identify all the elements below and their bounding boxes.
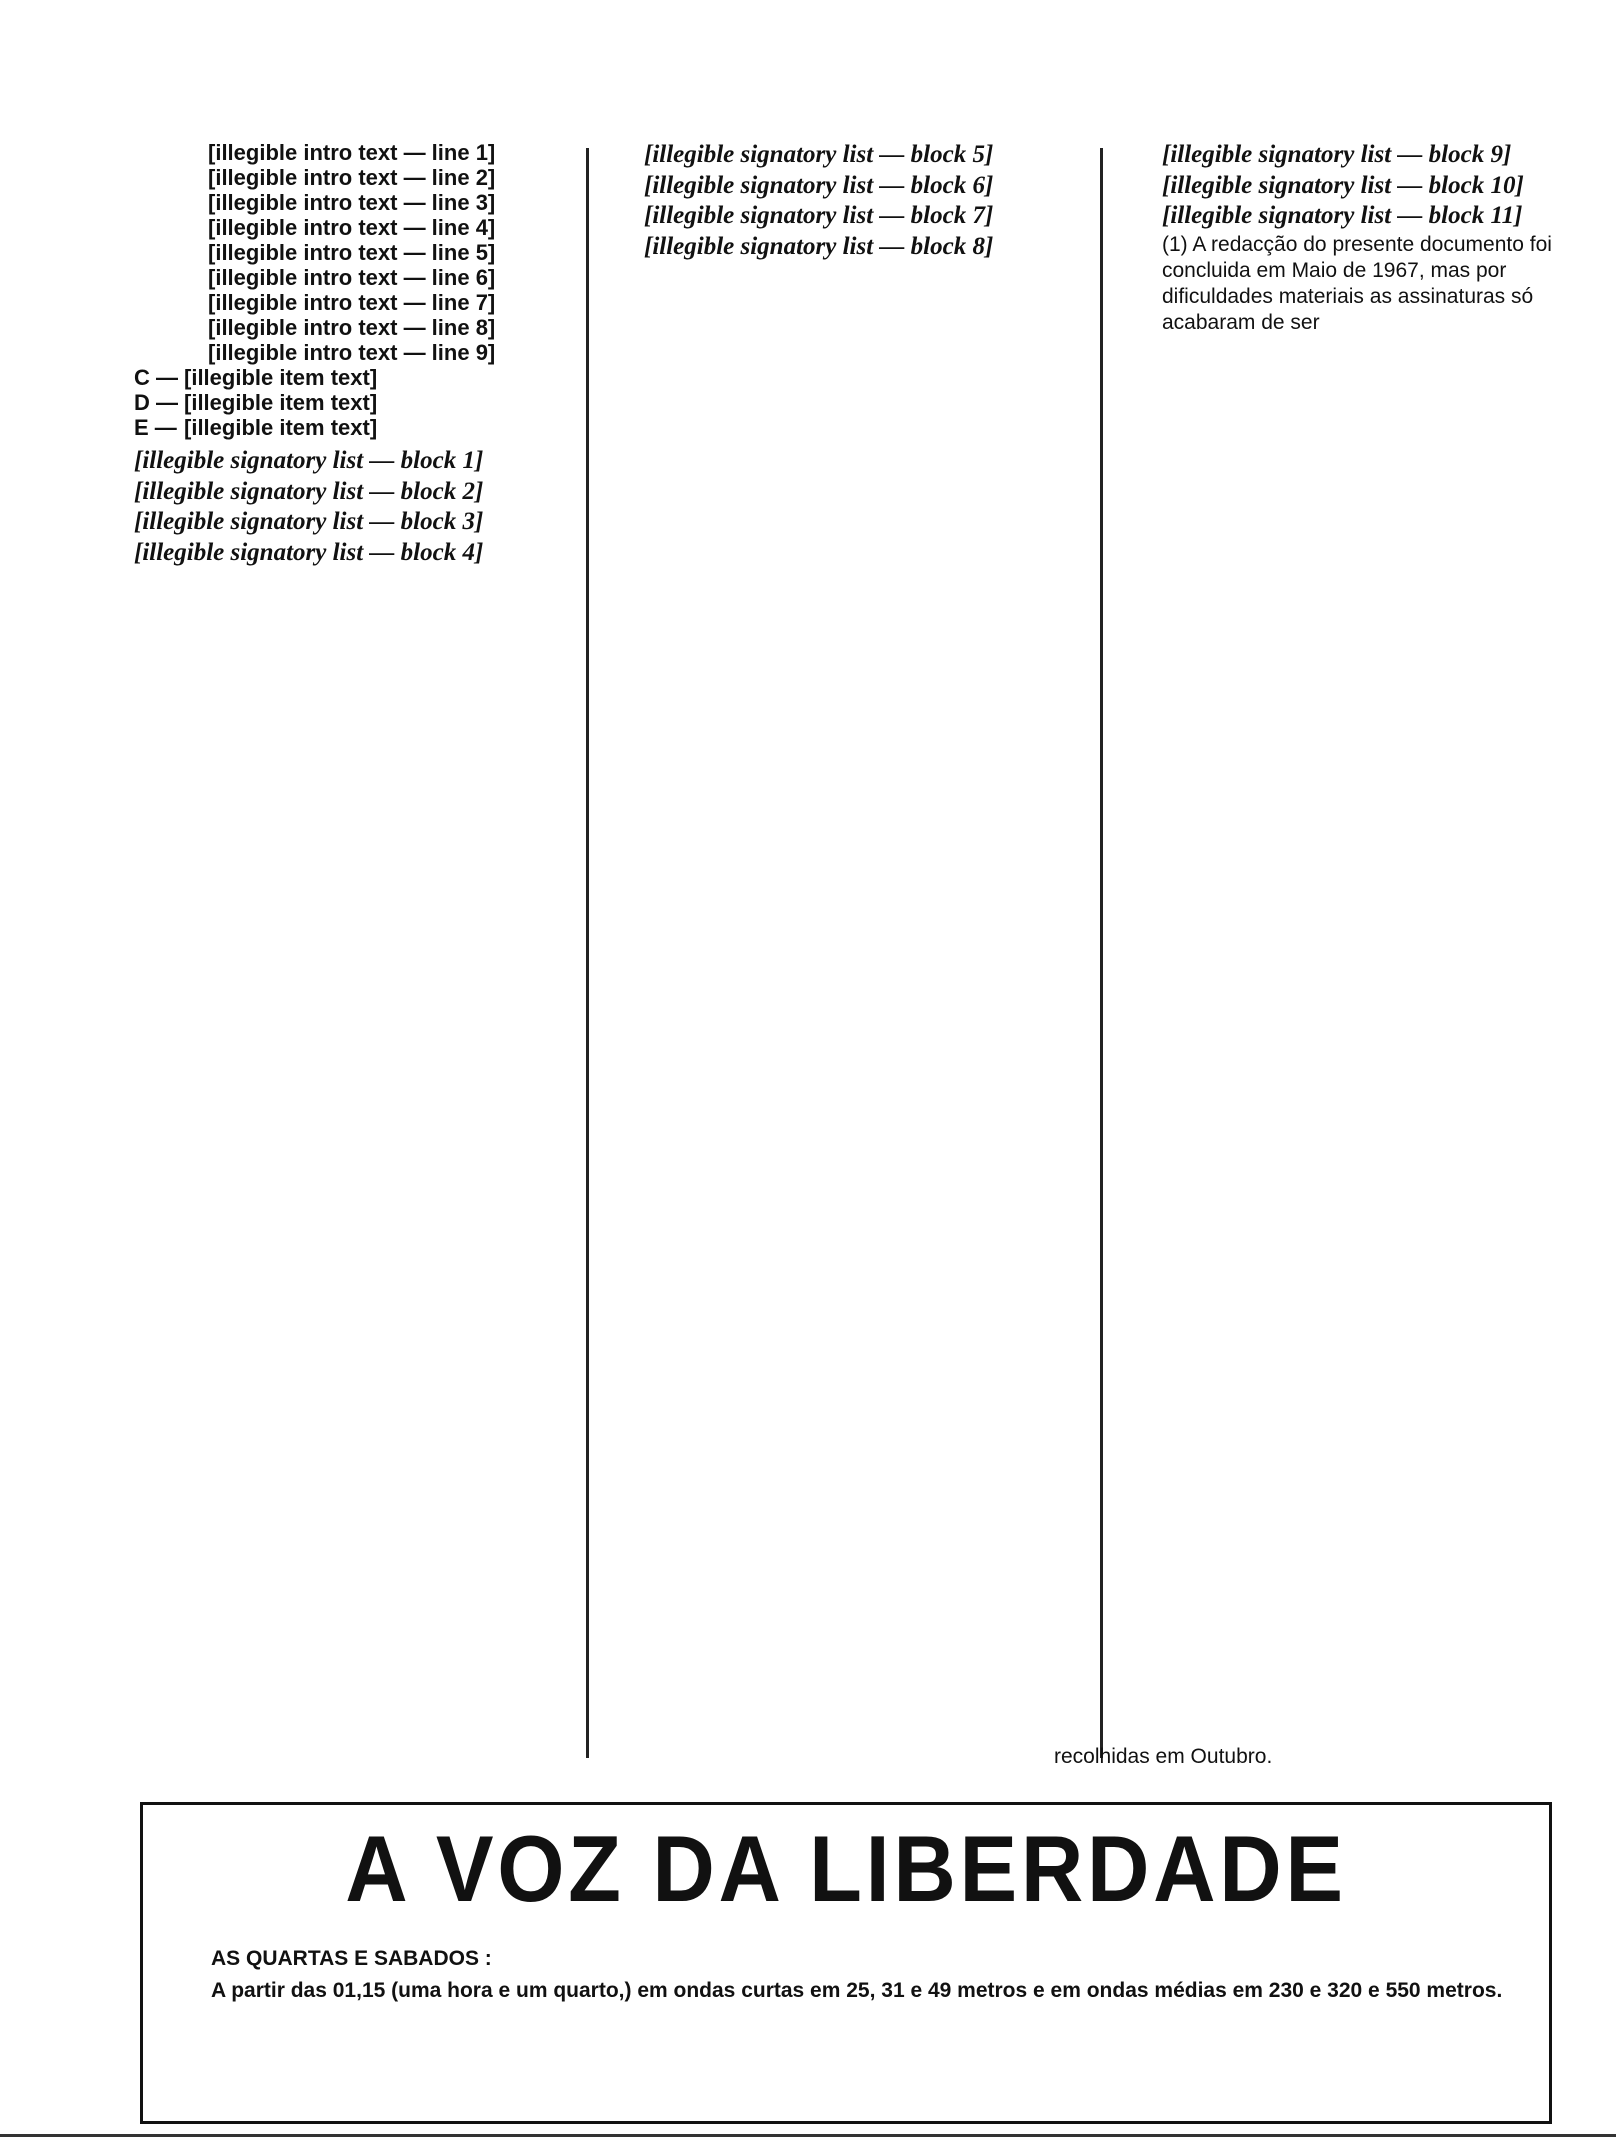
column-3 (1162, 140, 1558, 336)
box-subtitle: AS QUARTAS E SABADOS : (211, 1947, 492, 1970)
column-divider (586, 148, 589, 1758)
list-item-c (134, 365, 530, 390)
box-text: A partir das 01,15 (uma hora e um quarto,) em ondas curtas em 25, 31 e 49 metros e em ondas médias em 230 e 320 e 550 metros. (211, 1979, 1503, 2002)
intro-line: [illegible intro text — line 3] (208, 190, 496, 215)
list-item-d (134, 390, 530, 415)
footnote-end: recolhidas em Outubro. (1054, 1745, 1273, 1768)
list-item-text: [illegible item text] (184, 365, 378, 390)
list-item-e (134, 415, 530, 440)
signatory-block: [illegible signatory list — block 10] (1162, 171, 1524, 199)
list-item-key: D — (134, 390, 178, 415)
signatory-list (644, 140, 1084, 262)
column-1 (134, 140, 530, 568)
intro-line: [illegible intro text — line 7] (208, 290, 496, 315)
signatory-block: [illegible signatory list — block 8] (644, 232, 994, 260)
signatory-block: [illegible signatory list — block 11] (1162, 202, 1523, 229)
column-2 (644, 140, 1084, 262)
signatory-list (134, 446, 530, 568)
list-item-text: [illegible item text] (184, 415, 378, 440)
signatory-block: [illegible signatory list — block 7] (644, 202, 994, 229)
signatory-block: [illegible signatory list — block 3] (134, 508, 484, 535)
footnote: (1) A redacção do presente documento foi concluida em Maio de 1967, mas por dificuldades materiais as assinaturas só acabaram de ser (1162, 232, 1552, 334)
signatory-block: [illegible signatory list — block 1] (134, 447, 484, 474)
intro-paragraph (134, 140, 530, 365)
signatory-block: [illegible signatory list — block 9] (1162, 141, 1512, 168)
intro-line: [illegible intro text — line 5] (208, 240, 496, 265)
signatory-block: [illegible signatory list — block 6] (644, 171, 994, 199)
intro-line: [illegible intro text — line 6] (208, 265, 496, 290)
intro-line: [illegible intro text — line 1] (208, 140, 496, 165)
page-bottom-rule (0, 2134, 1616, 2137)
signatory-block: [illegible signatory list — block 4] (134, 538, 484, 566)
intro-line: [illegible intro text — line 9] (208, 340, 496, 365)
intro-line: [illegible intro text — line 8] (208, 315, 496, 340)
intro-line: [illegible intro text — line 4] (208, 215, 496, 240)
column-divider (1100, 148, 1103, 1758)
intro-block (134, 140, 530, 440)
radio-announcement-box (140, 1802, 1552, 2124)
list-item-text: [illegible item text] (184, 390, 378, 415)
list-item-key: E — (134, 415, 177, 440)
signatory-list (1162, 140, 1558, 232)
signatory-block: [illegible signatory list — block 2] (134, 477, 484, 505)
box-title: A VOZ DA LIBERDADE (345, 1816, 1347, 1921)
signatory-block: [illegible signatory list — block 5] (644, 141, 994, 168)
intro-line: [illegible intro text — line 2] (208, 165, 496, 190)
list-item-key: C — (134, 365, 178, 390)
